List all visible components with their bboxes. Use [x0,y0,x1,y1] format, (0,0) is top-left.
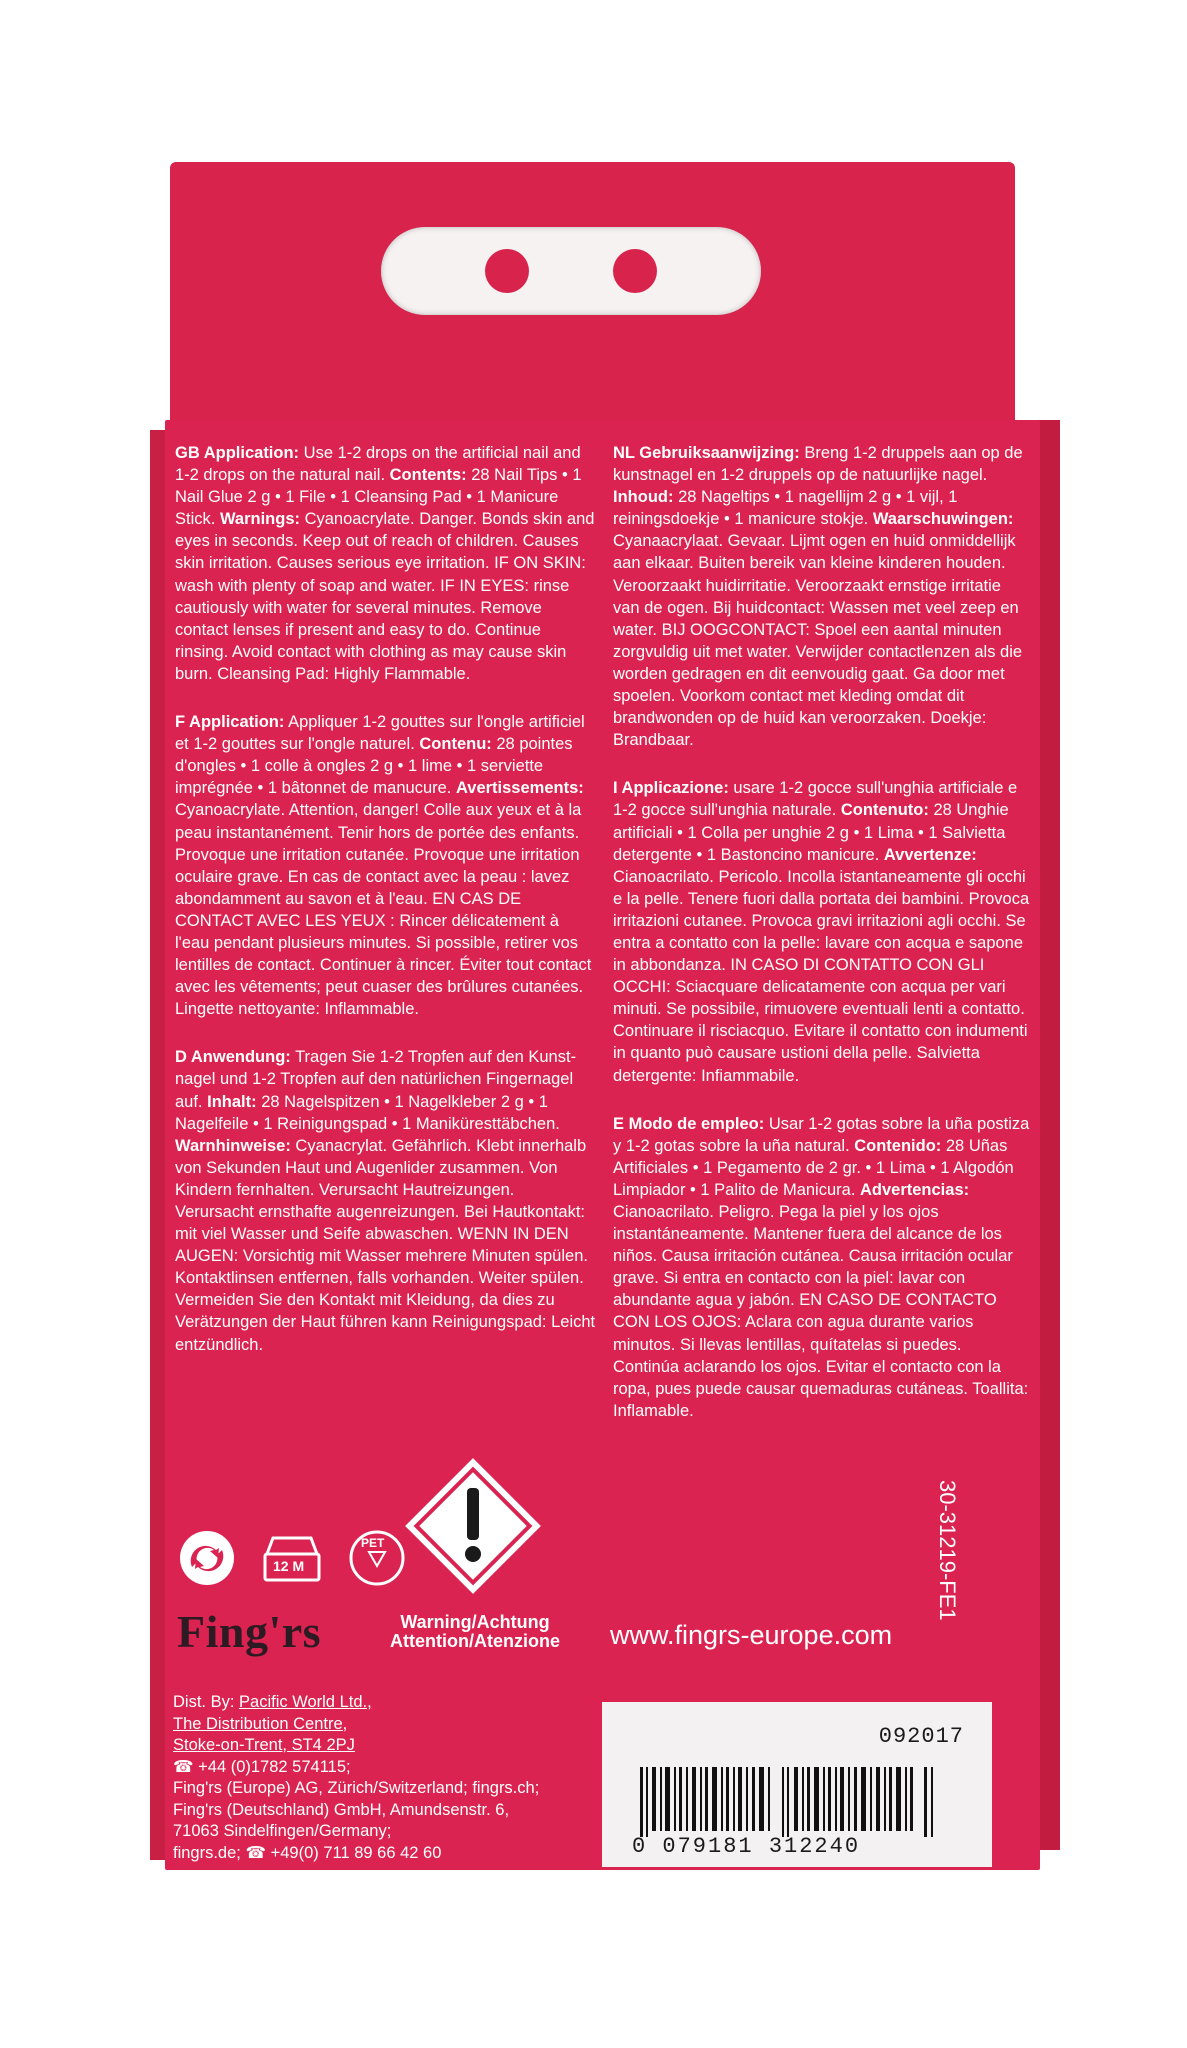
package-back [165,420,1040,1870]
para-f: F Application: Appliquer 1-2 gouttes sur l'ongle artificiel et 1-2 gouttes sur l'ongle naturel. Contenu: 28 pointes d'ongles • 1 colle à ongles 2 g • 1 lime • 1 serviette imprégnée • 1 bâtonnet de manucure. Avertissements: Cyanoacrylate. Attention, danger! Colle aux yeux et à la peau instantanément. Tenir hors de portée des enfants. Provoque une irritation cutanée. Provoque une irritation oculaire grave. En cas de contact avec la peau : lavez abondamment au savon et à l'eau. EN CAS DE CONTACT AVEC LES YEUX : Rincer délicatement à l'eau pendant plusieurs minutes. Si possible, retirer vos lentilles de contact. Continuer à rincer. Éviter tout contact avec les vêtements; peut cuaser des brûlures cutanées. Lingette nettoyante: Inflammable. [175,713,592,1019]
dist-line: Fing'rs (Deutschland) GmbH, Amundsenstr. 6, [173,1800,510,1819]
barcode-date: 092017 [878,1724,964,1749]
para-e: E Modo de empleo: Usar 1-2 gotas sobre la uña postiza y 1-2 gotas sobre la uña natural. Contenido: 28 Uñas Artificiales • 1 Pegamento de 2 gr. • 1 Lima • 1 Algodón Limpiador • 1 Palito de Manicura. Advertencias: Cianoacrilato. Peligro. Pega la piel y los ojos instantáneamente. Mantener fuera del alcance de los niños. Causa irritación cutánea. Causa irritación ocular grave. Si entra en contacto con la piel: lavar con abundante agua y jabón. EN CASO DE CONTACTO CON LOS OJOS: Aclara con agua durante varios minutos. Si llevas lentillas, quítatelas si puedes. Continúa aclarando los ojos. Evitar el contacto con la ropa, pues puede causar quemaduras cutáneas. Toallita: Inflamable. [613,1114,1030,1420]
text-column-left [175,442,597,1382]
recycle-icon [177,1528,237,1588]
hazard-caption-line: Attention/Atenzione [390,1631,560,1651]
pet-label: PET [361,1536,385,1550]
dist-by: Dist. By: [173,1693,240,1711]
hanger-tab [170,162,1015,427]
barcode-number: 0 079181 312240 [632,1834,861,1859]
hang-hole [381,227,761,315]
dist-line: Fing'rs (Europe) AG, Zürich/Switzerland; fingrs.ch; [173,1779,540,1797]
dist-address: Stoke-on-Trent, ST4 2PJ [173,1736,355,1754]
dist-line: fingrs.de; ☎ +49(0) 711 89 66 42 60 [173,1843,442,1862]
dist-address: The Distribution Centre, [173,1714,348,1733]
brand-logo: Fing'rs [177,1606,322,1657]
dist-phone: ☎ +44 (0)1782 574115; [173,1757,351,1776]
dist-company: Pacific World Ltd., [239,1693,372,1711]
para-d: D Anwendung: Tragen Sie 1-2 Tropfen auf den Kunst-nagel und 1-2 Tropfen auf den natürlichen Fingernagel auf. Inhalt: 28 Nagelspitzen • 1 Nagelkleber 2 g • 1 Nagelfeile • 1 Reinigungspad • 1 Maniküresttäbchen. Warnhinweise: Cyanacrylat. Gefährlich. Klebt innerhalb von Sekunden Haut und Augenlider zusammen. Von Kindern fernhalten. Verursacht Hautreizungen. Verursacht ernsthafte augenreizungen. Bei Hautkontakt: mit viel Wasser und Seife abwaschen. WENN IN DEN AUGEN: Vorsichtig mit Wasser mehrere Minuten spülen. Kontaktlinsen entfernen, falls vorhanden. Weiter spülen. Vermeiden Sie den Kontakt mit Kleidung, da dies zu Verätzungen der Haut führen kann Reinigungspad: Leicht entzündlich. [175,1048,596,1354]
text-column-right [613,442,1031,1448]
dist-line: 71063 Sindelfingen/Germany; [173,1822,392,1840]
website-url: www.fingrs-europe.com [610,1620,893,1650]
warning-hazard-icon [393,1446,553,1606]
pao-label: 12 M [273,1558,305,1574]
hazard-caption [380,1613,570,1651]
product-code: 30-31219-FE1 [935,1480,960,1621]
para-nl: NL Gebruiksaanwijzing: Breng 1-2 druppels aan op de kunstnagel en 1-2 druppels op de natuurlijke nagel. Inhoud: 28 Nageltips • 1 nagellijm 2 g • 1 vijl, 1 reiningsdoekje • 1 manicure stokje. Waarschuwingen: Cyanaacrylaat. Gevaar. Lijmt ogen en huid onmiddellijk aan elkaar. Buiten bereik van kleine kinderen houden. Veroorzaakt huidirritatie. Veroorzaakt ernstige irritatie van de ogen. Bij huidcontact: Wassen met veel zeep en water. BIJ OOGCONTACT: Spoel een aantal minuten zorgvuldig uit met water. Verwijder contactlenzen als die worden gedragen en dit eenvoudig gaat. Ga door met spoelen. Voorkom contact met kleding omdat dit brandwonden op de huid kan veroorzaken. Doekje: Brandbaar. [613,444,1023,750]
barcode-label [602,1702,992,1867]
pao-jar-icon [259,1528,325,1588]
para-gb: GB Application: Use 1-2 drops on the artificial nail and 1-2 drops on the natural nail. Contents: 28 Nail Tips • 1 Nail Glue 2 g • 1 File • 1 Cleansing Pad • 1 Manicure Stick. Warnings: Cyanoacrylate. Danger. Bonds skin and eyes in seconds. Keep out of reach of children. Causes skin irritation. Causes serious eye irritation. IF ON SKIN: wash with plenty of soap and water. IF IN EYES: rinse cautiously with water for several minutes. Remove contact lenses if present and easy to do. Continue rinsing. Avoid contact with clothing as may cause skin burn. Cleansing Pad: Highly Flammable. [175,444,595,683]
hazard-caption-line: Warning/Achtung [400,1612,550,1632]
para-i: I Applicazione: usare 1-2 gocce sull'unghia artificiale e 1-2 gocce sull'unghia naturale. Contenuto: 28 Unghie artificiali • 1 Colla per unghie 2 g • 1 Lima • 1 Salvietta detergente • 1 Bastoncino manicure. Avvertenze: Cianoacrilato. Pericolo. Incolla istantaneamente gli occhi e la pelle. Tenere fuori dalla portata dei bambini. Provoca irritazioni cutanee. Provoca gravi irritazioni agli occhi. Se entra a contatto con la pelle: lavare con acqua e sapone in abbondanza. IN CASO DI CONTATTO CON GLI OCCHI: Sciacquare delicatamente con acqua per vari minuti. Se possibile, rimuovere eventuali lenti a contatto. Continuare il risciacquo. Evitare il contatto con indumenti in quanto può causare ustioni della pelle. Salvietta detergente: Infiammabile. [613,779,1030,1085]
barcode-bars [640,1767,940,1837]
distribution-info [173,1692,603,1864]
